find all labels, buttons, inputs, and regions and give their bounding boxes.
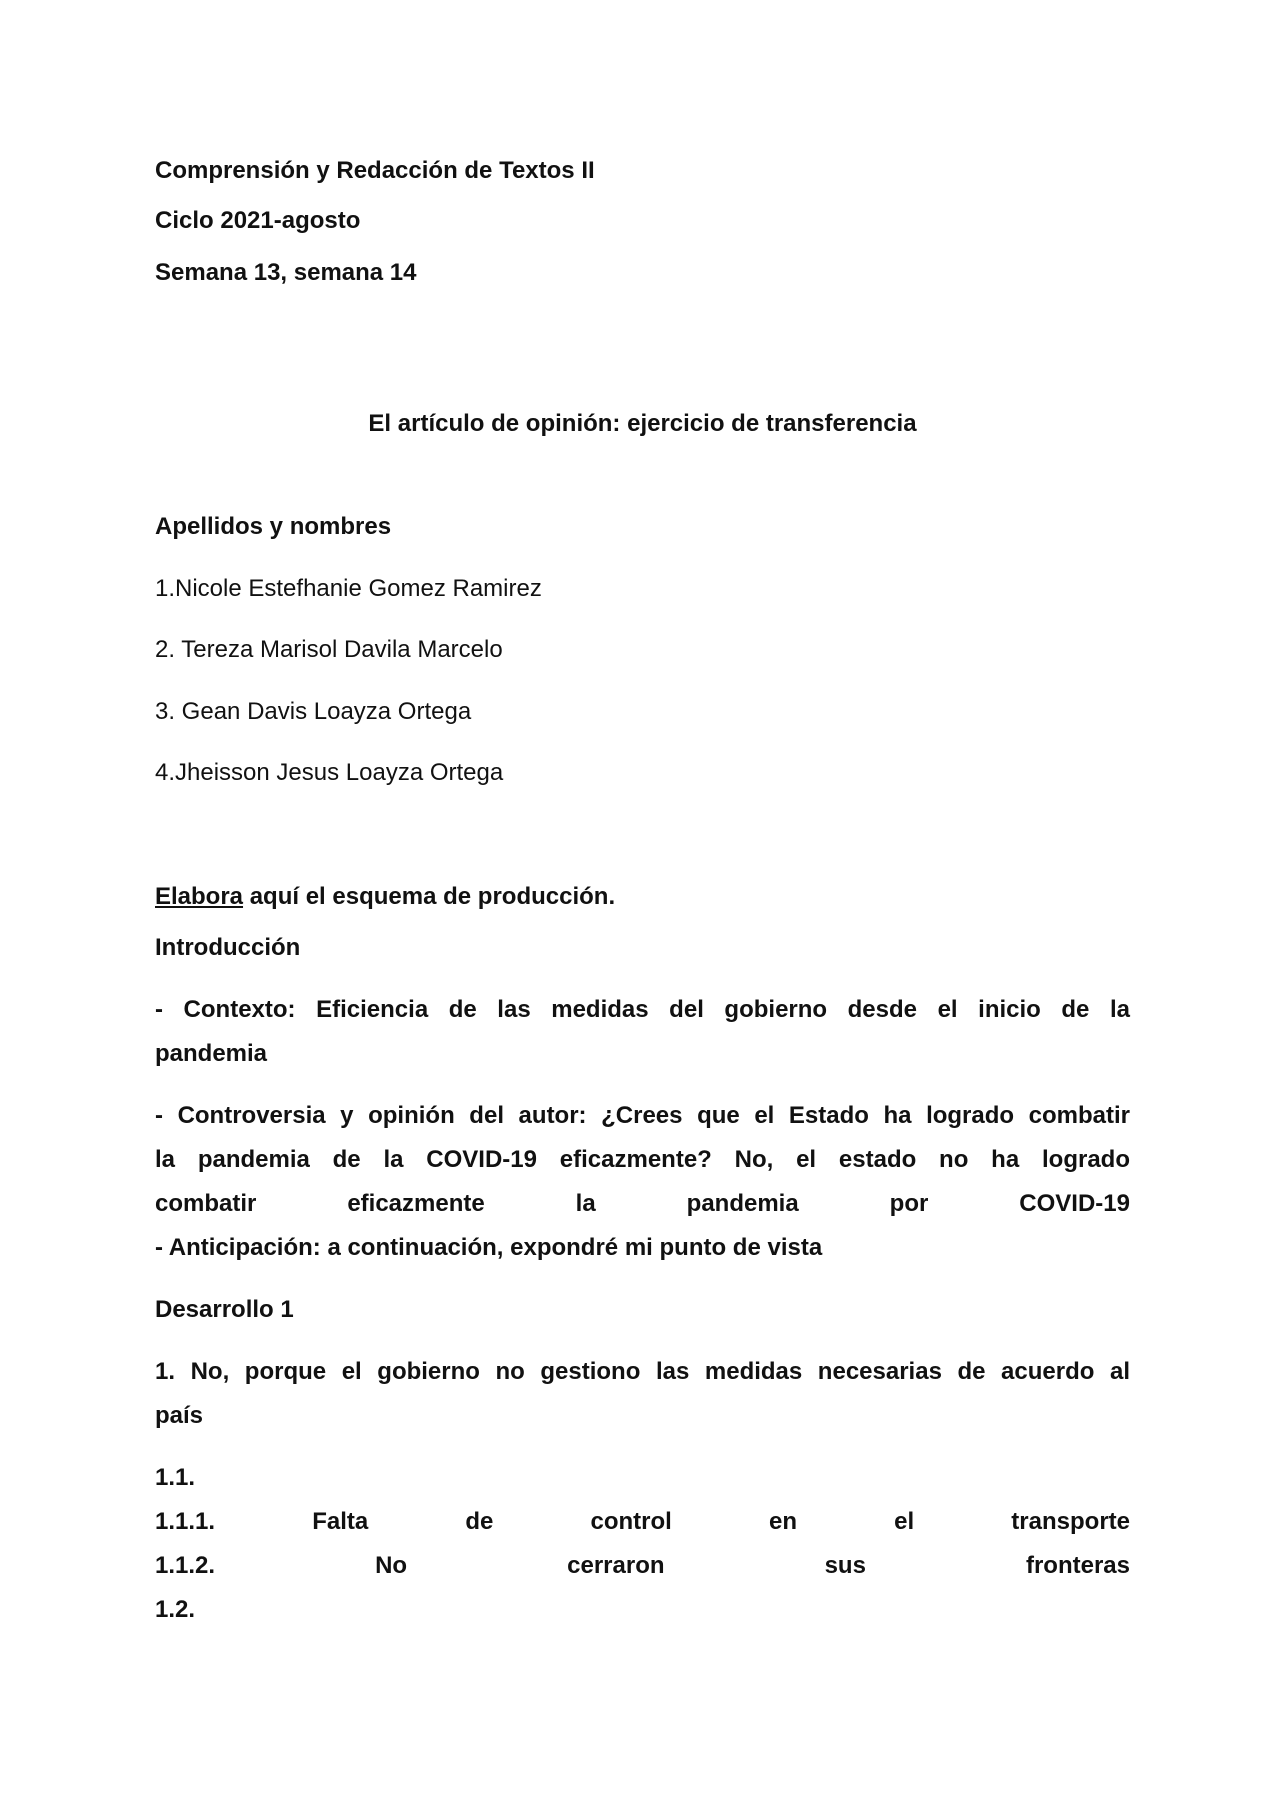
point-1-line-2: país: [155, 1402, 204, 1429]
students-heading: Apellidos y nombres: [155, 513, 392, 540]
item-1-1: 1.1.: [155, 1464, 196, 1491]
instruction-underlined-word: Elabora: [155, 883, 244, 910]
student-name-4: 4.Jheisson Jesus Loayza Ortega: [155, 759, 504, 786]
intro-heading: Introducción: [155, 934, 301, 961]
student-name-2: 2. Tereza Marisol Davila Marcelo: [155, 636, 503, 663]
cycle-label: Ciclo 2021-agosto: [155, 207, 361, 234]
student-name-3: 3. Gean Davis Loayza Ortega: [155, 698, 472, 725]
point-1-line-1: 1. No, porque el gobierno no gestiono las medidas necesarias de acuerdo al: [155, 1358, 1130, 1385]
item-1-1-2: 1.1.2. No cerraron sus fronteras: [155, 1552, 1130, 1579]
weeks-label: Semana 13, semana 14: [155, 259, 417, 286]
document-title: El artículo de opinión: ejercicio de transferencia: [368, 410, 917, 437]
student-name-1: 1.Nicole Estefhanie Gomez Ramirez: [155, 575, 542, 602]
anticipation-line: - Anticipación: a continuación, expondré mi punto de vista: [155, 1234, 823, 1261]
controversy-line-1: - Controversia y opinión del autor: ¿Crees que el Estado ha logrado combatir: [155, 1102, 1130, 1129]
item-1-1-1: 1.1.1. Falta de control en el transporte: [155, 1508, 1130, 1535]
context-line-2: pandemia: [155, 1040, 268, 1067]
context-line-1: - Contexto: Eficiencia de las medidas del gobierno desde el inicio de la: [155, 996, 1130, 1023]
instruction-rest: aquí el esquema de producción.: [243, 883, 616, 910]
controversy-line-3: combatir eficazmente la pandemia por COVID-19: [155, 1190, 1130, 1217]
scheme-instruction: [155, 882, 615, 912]
item-1-2: 1.2.: [155, 1596, 196, 1623]
course-name: Comprensión y Redacción de Textos II: [155, 157, 595, 184]
controversy-line-2: la pandemia de la COVID-19 eficazmente? No, el estado no ha logrado: [155, 1146, 1130, 1173]
development-heading: Desarrollo 1: [155, 1296, 294, 1323]
